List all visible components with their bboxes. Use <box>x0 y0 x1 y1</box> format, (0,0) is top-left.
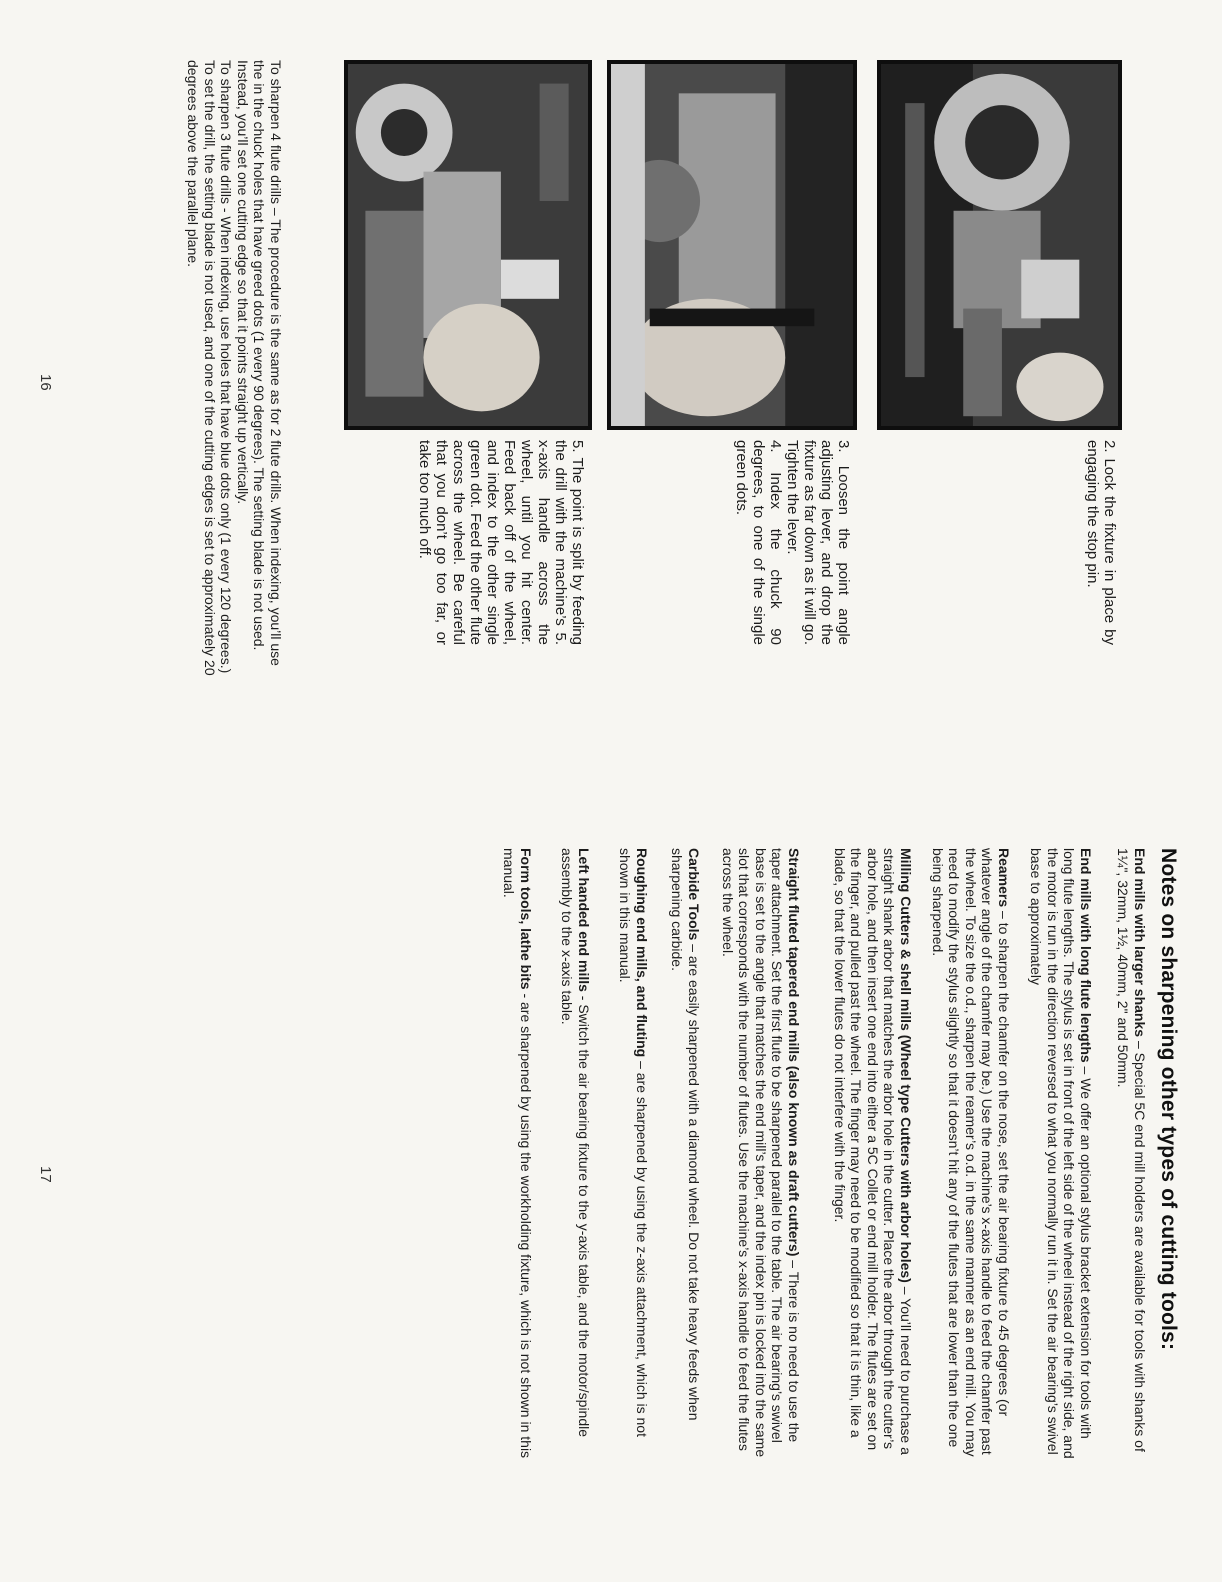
photo-point-angle-lever <box>607 60 857 430</box>
note-text: – We offer an optional stylus bracket extension for tools with long flute lengths. The stylus is set in front of the left side of the wheel instead of the right side, and the motor is run in the direction reversed to what you normally run it in. Set the air bearing’s swivel base to approximately <box>1028 848 1094 1459</box>
note-heading: End mills with long flute lengths <box>1078 848 1094 1063</box>
note-text: - are sharpened by using the workholding fixture, which is not shown in this manual. <box>501 848 534 1459</box>
note-roughing-end-mills <box>617 848 650 1468</box>
page-number-16: 16 <box>37 374 54 391</box>
note-heading: Left handed end mills <box>576 848 592 992</box>
note-reamers <box>929 848 1012 1468</box>
note-form-tools <box>501 848 534 1468</box>
paragraph-4-flute-drills: To sharpen 4 flute drills – The procedure is the same as for 2 flute drills. When indexing, you’ll use the in the chuck holes that have greed dots (1 every 90 degrees). The setting blade is not used. Instead, you’ll set one cutting edge so that it points straight up vertically. <box>234 60 284 666</box>
photo-split-point <box>344 60 592 430</box>
note-left-handed-end-mills <box>559 848 592 1468</box>
note-text: – to sharpen the chamfer on the nose, set the air bearing fixture to 45 degrees (or whatever angle of the chamfer may be.) Use the machine’s x-axis handle to feed the chamfer past the wheel. To size the o.d., sharpen the reamer’s o.d. in the same manner as an end mill. You may need to modify the stylus slightly so that it doesn’t hit any of the flutes that are lower than the one being sharpened. <box>929 848 1012 1457</box>
note-larger-shanks <box>1115 848 1148 1468</box>
note-heading: Roughing end mills, and fluting <box>634 848 650 1058</box>
note-text: – You’ll need to purchase a straight shank arbor that matches the arbor hole in the cutter. Place the arbor through the cutter’s arbor hole, and then insert one end into either a 5C Collet or end mill holder. The flutes are set on the finger, and pulled past the wheel. The finger may need to be modified so that it is thin, like a blade, so that the lower flutes do not interfere with the finger. <box>831 848 914 1455</box>
note-text: – are sharpened by using the z-axis attachment, which is not shown in this manual. <box>617 848 650 1437</box>
note-long-flute-lengths <box>1028 848 1094 1468</box>
caption-step-3 <box>733 440 852 645</box>
caption-step-3-text: 3. Loosen the point angle adjusting lever, and drop the fixture as far down as it will go. Tighten the lever. <box>784 440 852 645</box>
note-heading: Form tools, lathe bits <box>518 848 534 990</box>
note-heading: Straight fluted tapered end mills (also known as draft cutters) <box>786 848 802 1257</box>
note-heading: End mills with larger shanks <box>1132 848 1148 1038</box>
note-text: - Switch the air bearing fixture to the y-axis table, and the motor/spindle assembly to the x-axis table. <box>559 848 592 1438</box>
drill-sharpening-paragraphs <box>184 60 284 680</box>
caption-step-4-text: 4. Index the chuck 90 degrees, to one of the single green dots. <box>733 440 784 645</box>
note-text: – are easily sharpened with a diamond wheel. Do not take heavy feeds when sharpening carbide. <box>669 848 702 1421</box>
caption-step-5: 5. The point is split by feeding the drill with the machine’s 5. x-axis handle across the wheel, until you hit center. Feed back off of the wheel, and index to the other single green dot. Feed the other flute across the wheel. Be careful that you don’t go too far, or take too much off. <box>416 440 586 645</box>
note-text: – There is no need to use the taper attachment. Set the first flute to be sharpened parallel to the table. The air bearing’s swivel base is set to the angle that matches the end mill’s taper, and the index pin is locked into the same slot that corresponds with the number of flutes. Use the machine’s x-axis handle to feed the flutes across the wheel. <box>719 848 802 1458</box>
note-carbide-tools <box>669 848 702 1468</box>
note-milling-cutters <box>831 848 914 1468</box>
note-text: – Special 5C end mill holders are available for tools with shanks of 1¼", 32mm, 1½, 40mm, 2" and 50mm. <box>1115 848 1148 1452</box>
paragraph-3-flute-drills: To sharpen 3 flute drills - When indexing, use holes that have blue dots only (1 every 120 degrees.) To set the drill, the setting blade is not used, and one of the cutting edges is set to approximately 20 degrees above the parallel plane. <box>185 60 235 676</box>
page-number-17: 17 <box>37 1166 54 1183</box>
note-heading: Milling Cutters & shell mills (Wheel type Cutters with arbor holes) <box>898 848 914 1283</box>
photo-lock-fixture <box>877 60 1122 430</box>
notes-title: Notes on sharpening other types of cutting tools: <box>1157 848 1180 1351</box>
note-tapered-end-mills <box>719 848 802 1468</box>
note-heading: Carbide Tools <box>686 848 702 941</box>
note-heading: Reamers <box>996 848 1012 908</box>
caption-step-2: 2. Lock the fixture in place by engaging the stop pin. <box>1084 440 1118 645</box>
